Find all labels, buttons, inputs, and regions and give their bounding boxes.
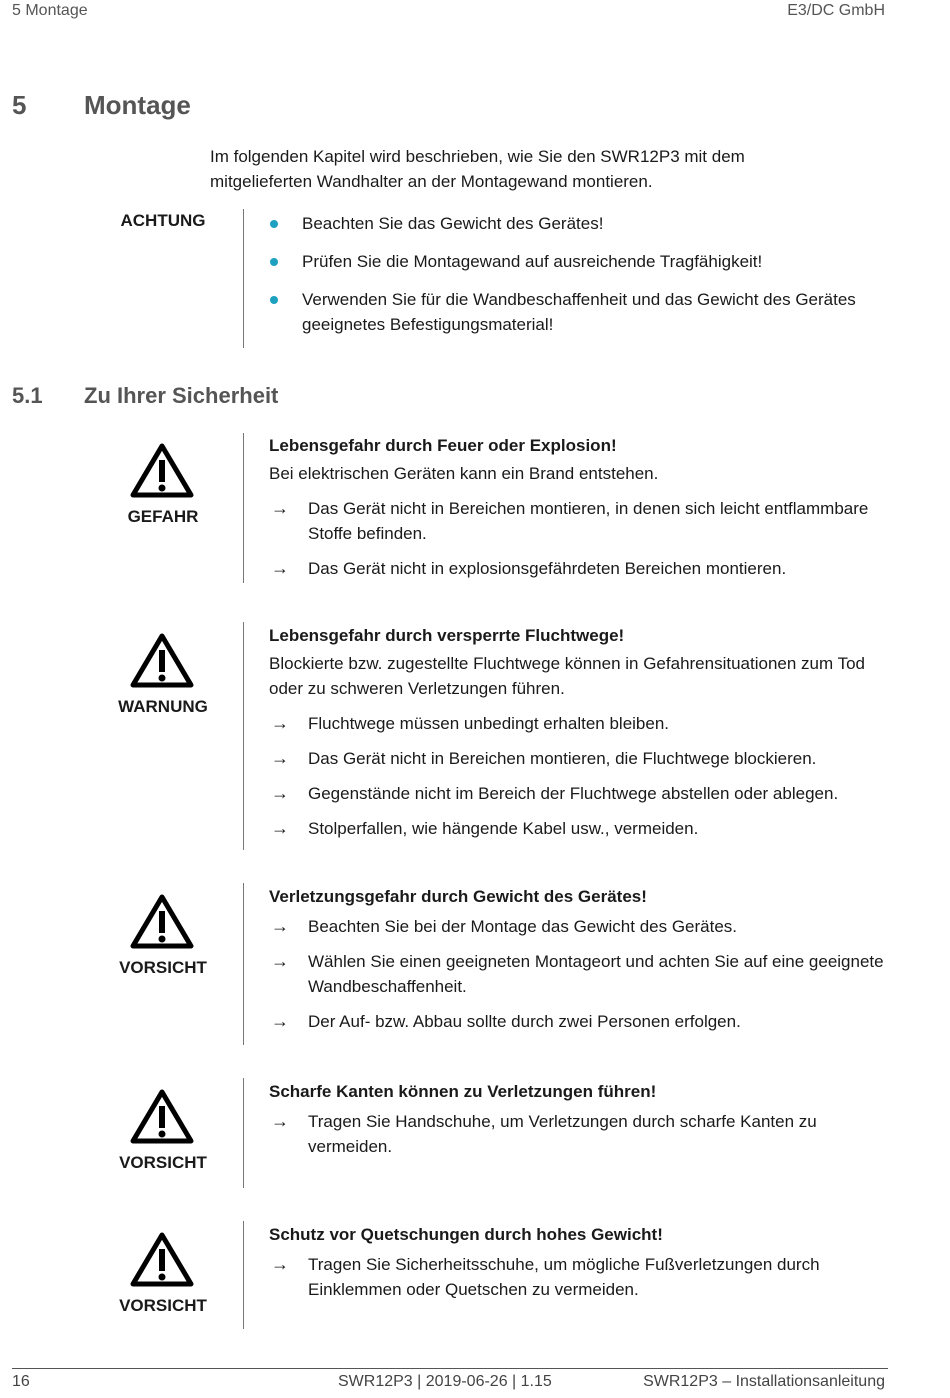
footer-doc-info: SWR12P3 | 2019-06-26 | 1.15 bbox=[338, 1373, 552, 1390]
list-item: → Der Auf- bzw. Abbau sollte durch zwei Personen erfolgen. bbox=[269, 1009, 889, 1034]
bullet-icon bbox=[270, 258, 278, 266]
bullet-icon bbox=[270, 220, 278, 228]
warning-vorsicht-weight bbox=[269, 884, 889, 1034]
vorsicht-label: VORSICHT bbox=[119, 958, 207, 977]
achtung-list bbox=[269, 211, 889, 350]
gefahr-label: GEFAHR bbox=[127, 507, 199, 526]
arrow-right-icon: → bbox=[271, 1111, 289, 1131]
list-item: → Stolperfallen, wie hängende Kabel usw., vermeiden. bbox=[269, 816, 889, 841]
chapter-title: Montage bbox=[84, 90, 191, 120]
footer-divider bbox=[12, 1368, 888, 1369]
chapter-number: 5 bbox=[12, 90, 27, 120]
arrow-right-icon: → bbox=[271, 818, 289, 838]
list-item: Prüfen Sie die Montagewand auf ausreichende Tragfähigkeit! bbox=[269, 249, 889, 274]
warning-divider bbox=[243, 1221, 244, 1329]
section-title: Zu Ihrer Sicherheit bbox=[84, 383, 279, 408]
achtung-label: ACHTUNG bbox=[120, 211, 206, 230]
section-number: 5.1 bbox=[12, 383, 43, 408]
warning-warnung bbox=[269, 623, 889, 841]
list-item: → Tragen Sie Sicherheitsschuhe, um mögliche Fußverletzungen durch Einklemmen oder Quetschen zu vermeiden. bbox=[271, 1254, 820, 1299]
warning-gefahr bbox=[269, 433, 889, 581]
warning-title: Schutz vor Quetschungen durch hohes Gewicht! bbox=[269, 1225, 663, 1244]
bullet-icon bbox=[270, 296, 278, 304]
warning-divider bbox=[243, 883, 244, 1045]
warning-triangle-icon bbox=[130, 893, 194, 949]
warning-title: Lebensgefahr durch versperrte Fluchtwege! bbox=[269, 626, 625, 645]
warning-title: Lebensgefahr durch Feuer oder Explosion! bbox=[269, 436, 617, 455]
running-header-left: 5 Montage bbox=[12, 2, 88, 19]
vorsicht-label: VORSICHT bbox=[119, 1296, 207, 1315]
list-item: → Beachten Sie bei der Montage das Gewicht des Gerätes. bbox=[269, 914, 889, 939]
warning-divider bbox=[243, 622, 244, 850]
arrow-right-icon: → bbox=[271, 1254, 289, 1274]
warning-text: Blockierte bzw. zugestellte Fluchtwege können in Gefahrensituationen zum Tod oder zu schweren Verletzungen führen. bbox=[269, 654, 865, 698]
warnung-label: WARNUNG bbox=[118, 697, 208, 716]
warning-title: Scharfe Kanten können zu Verletzungen führen! bbox=[269, 1082, 657, 1101]
list-item: → Das Gerät nicht in explosionsgefährdeten Bereichen montieren. bbox=[269, 556, 889, 581]
warning-divider bbox=[243, 1078, 244, 1188]
achtung-divider bbox=[243, 209, 244, 348]
warning-vorsicht-crush bbox=[269, 1222, 889, 1302]
intro-paragraph: Im folgenden Kapitel wird beschrieben, wie Sie den SWR12P3 mit dem mitgelieferten Wandhalter an der Montagewand montieren. bbox=[210, 147, 745, 191]
arrow-right-icon: → bbox=[271, 558, 289, 578]
arrow-right-icon: → bbox=[271, 748, 289, 768]
warning-triangle-icon bbox=[130, 442, 194, 498]
vorsicht-label: VORSICHT bbox=[119, 1153, 207, 1172]
arrow-right-icon: → bbox=[271, 783, 289, 803]
list-item: → Wählen Sie einen geeigneten Montageort und achten Sie auf eine geeignete Wandbeschaffenheit. bbox=[271, 951, 884, 996]
warning-title: Verletzungsgefahr durch Gewicht des Gerätes! bbox=[269, 887, 647, 906]
running-header-right: E3/DC GmbH bbox=[787, 2, 885, 19]
list-item: → Das Gerät nicht in Bereichen montieren, die Fluchtwege blockieren. bbox=[269, 746, 889, 771]
arrow-right-icon: → bbox=[271, 951, 289, 971]
warning-triangle-icon bbox=[130, 632, 194, 688]
warning-divider bbox=[243, 433, 244, 583]
footer-doc-title: SWR12P3 – Installationsanleitung bbox=[643, 1373, 885, 1390]
page-number: 16 bbox=[12, 1373, 30, 1390]
warning-text: Bei elektrischen Geräten kann ein Brand entstehen. bbox=[269, 464, 659, 483]
list-item: → Tragen Sie Handschuhe, um Verletzungen durch scharfe Kanten zu vermeiden. bbox=[271, 1111, 817, 1156]
arrow-right-icon: → bbox=[271, 1011, 289, 1031]
arrow-right-icon: → bbox=[271, 713, 289, 733]
warning-triangle-icon bbox=[130, 1088, 194, 1144]
list-item: Verwenden Sie für die Wandbeschaffenheit und das Gewicht des Gerätes geeignetes Befestigungsmaterial! bbox=[269, 287, 889, 337]
arrow-right-icon: → bbox=[271, 916, 289, 936]
list-item: → Fluchtwege müssen unbedingt erhalten bleiben. bbox=[269, 711, 889, 736]
warning-triangle-icon bbox=[130, 1231, 194, 1287]
warning-vorsicht-edges bbox=[269, 1079, 889, 1159]
list-item: → Gegenstände nicht im Bereich der Fluchtwege abstellen oder ablegen. bbox=[269, 781, 889, 806]
arrow-right-icon: → bbox=[271, 498, 289, 518]
list-item: → Das Gerät nicht in Bereichen montieren, in denen sich leicht entflammbare Stoffe befinden. bbox=[271, 498, 869, 543]
list-item: Beachten Sie das Gewicht des Gerätes! bbox=[269, 211, 889, 236]
